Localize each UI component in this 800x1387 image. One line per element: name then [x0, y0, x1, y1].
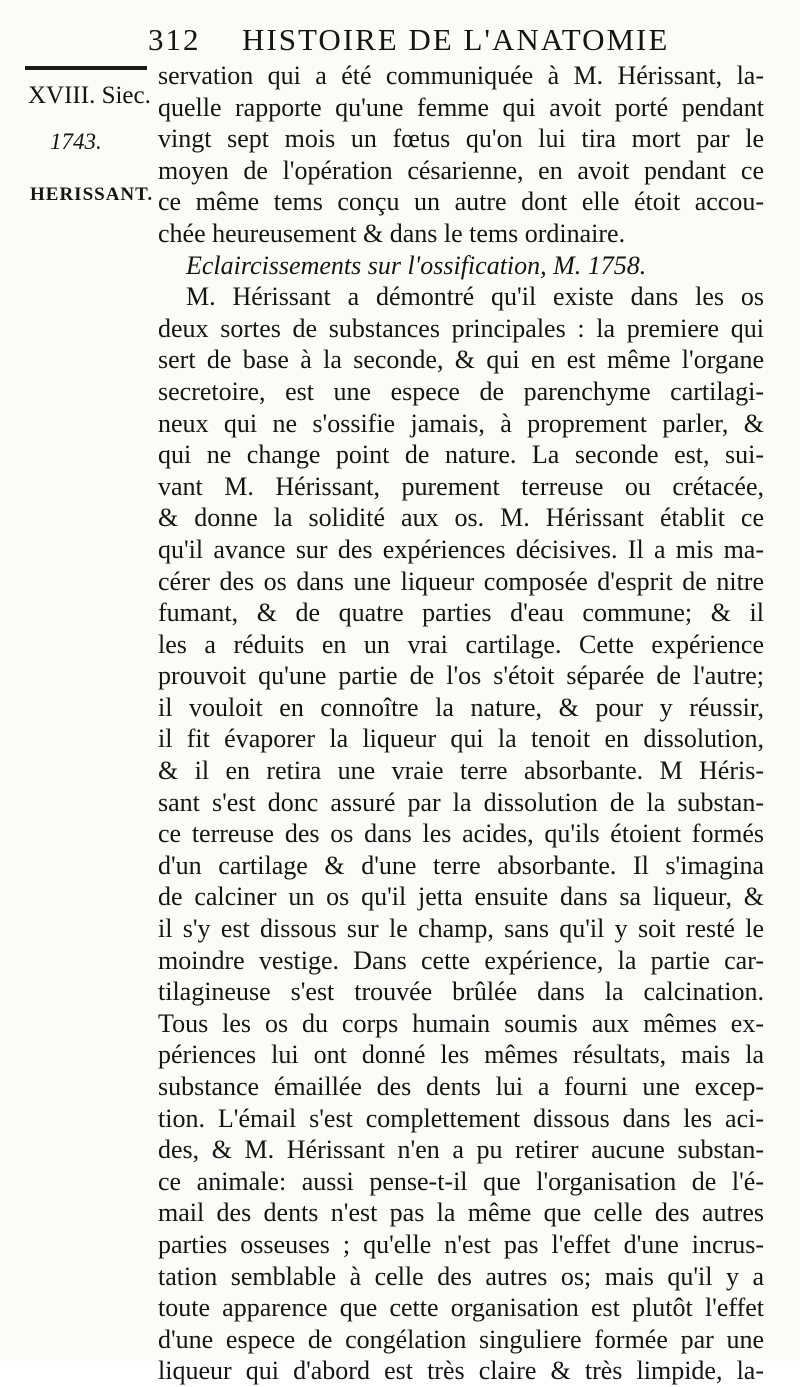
text-line: ce animale: aussi pense-t-il que l'organisation de l'é- [158, 1166, 764, 1196]
text-line: ce terreuse des os dans les acides, qu'ils étoient formés [158, 819, 764, 849]
text-line: chée heureusement & dans le tems ordinaire. [158, 218, 626, 248]
text-line: neux qui ne s'ossifie jamais, à proprement parler, & [158, 408, 764, 438]
text-line: d'une espece de congélation singuliere formée par une [158, 1324, 764, 1354]
text-line: tilagineuse s'est trouvée brûlée dans la calcination. [158, 977, 764, 1007]
margin-rule [25, 66, 147, 70]
text-line: il vouloit en connoître la nature, & pour y réussir, [158, 692, 764, 722]
text-line: moindre vestige. Dans cette expérience, la partie car- [158, 945, 764, 975]
body-text [158, 60, 764, 1387]
text-line: toute apparence que cette organisation est plutôt l'effet [158, 1293, 764, 1323]
text-line: deux sortes de substances principales : la premiere qui [158, 313, 764, 343]
text-line: sert de base à la seconde, & qui en est même l'organe [158, 345, 764, 375]
section-heading: Eclaircissements sur l'ossification, M. 1758. [186, 250, 647, 280]
text-line: vant M. Hérissant, purement terreuse ou crétacée, [158, 471, 764, 501]
text-line: mail des dents n'est pas la même que celle des autres [158, 1198, 764, 1228]
running-header [148, 22, 768, 62]
text-line: sant s'est donc assuré par la dissolution de la substan- [158, 787, 764, 817]
running-title: HISTOIRE DE L'ANATOMIE [242, 22, 670, 57]
text-line: d'un cartilage & d'une terre absorbante. Il s'imagina [158, 850, 764, 880]
text-line: quelle rapporte qu'une femme qui avoit porté pendant [158, 92, 764, 122]
text-line: ce même tems conçu un autre dont elle étoit accou- [158, 187, 764, 217]
margin-author: HERISSANT. [30, 184, 154, 205]
text-line: il s'y est dissous sur le champ, sans qu'il y soit resté le [158, 914, 764, 944]
text-line: prouvoit qu'une partie de l'os s'étoit séparée de l'autre; [158, 661, 764, 691]
text-line: substance émaillée des dents lui a fourni une excep- [158, 1072, 764, 1101]
text-line: M. Hérissant a démontré qu'il existe dans les os [186, 282, 764, 312]
text-line: vingt sept mois un fœtus qu'on lui tira mort par le [158, 124, 764, 154]
text-line: qui ne change point de nature. La seconde est, sui- [158, 440, 764, 470]
text-line: tation semblable à celle des autres os; mais qu'il y a [158, 1261, 764, 1291]
text-line: Tous les os du corps humain soumis aux mêmes ex- [158, 1008, 764, 1038]
text-line: qu'il avance sur des expériences décisives. Il a mis ma- [158, 534, 764, 564]
text-line: il fit évaporer la liqueur qui la tenoit en dissolution, [158, 724, 764, 754]
text-line: fumant, & de quatre parties d'eau commune; & il [158, 598, 764, 628]
text-line: périences lui ont donné les mêmes résultats, mais la [158, 1040, 764, 1070]
text-line: & il en retira une vraie terre absorbante. M Héris- [158, 756, 764, 786]
margin-century: XVIII. Siec. [28, 82, 151, 109]
text-line: tion. L'émail s'est complettement dissous dans les aci- [158, 1103, 764, 1133]
text-line: de calciner un os qu'il jetta ensuite dans sa liqueur, & [158, 882, 764, 912]
text-line: des, & M. Hérissant n'en a pu retirer aucune substan- [158, 1135, 764, 1165]
text-line: parties osseuses ; qu'elle n'est pas l'effet d'une incrus- [158, 1229, 764, 1259]
text-line: liqueur qui d'abord est très claire & très limpide, la- [158, 1356, 764, 1386]
text-line: servation qui a été communiquée à M. Hérissant, la- [158, 61, 764, 90]
margin-year: 1743. [50, 129, 102, 154]
page-number: 312 [148, 22, 201, 57]
text-line: & donne la solidité aux os. M. Hérissant établit ce [158, 503, 764, 533]
text-line: cérer des os dans une liqueur composée d'esprit de nitre [158, 566, 764, 596]
text-line: secretoire, est une espece de parenchyme cartilagi- [158, 376, 764, 406]
text-line: moyen de l'opération césarienne, en avoit pendant ce [158, 155, 764, 185]
text-line: les a réduits en un vrai cartilage. Cette expérience [158, 629, 764, 659]
